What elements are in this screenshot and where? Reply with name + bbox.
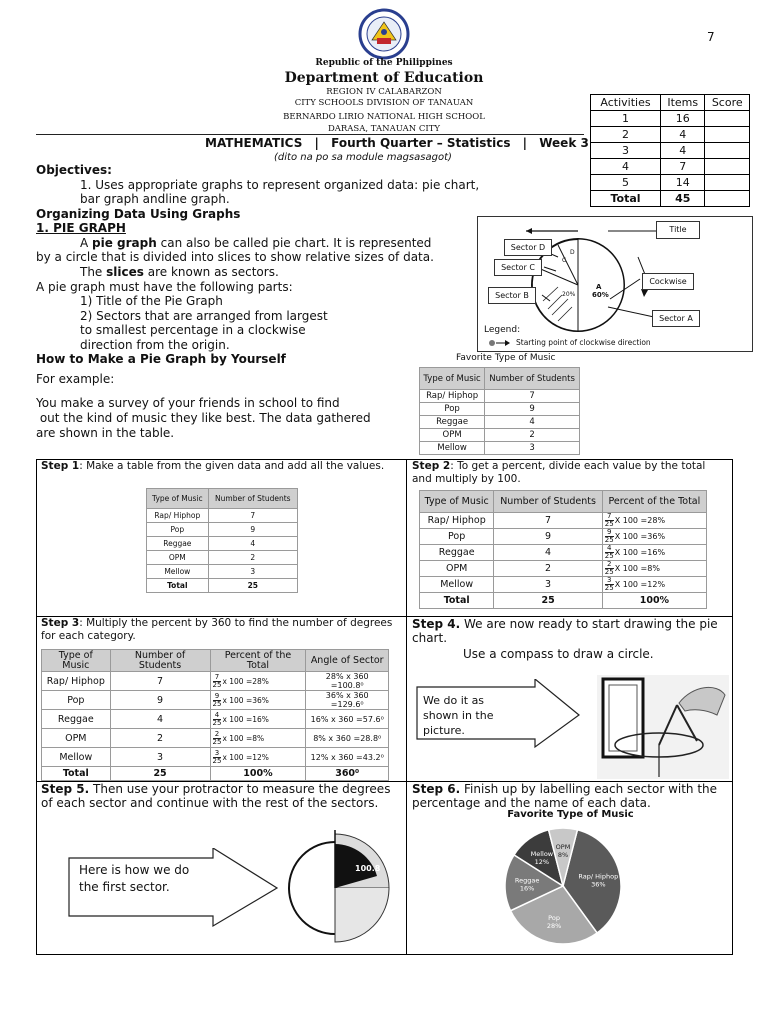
- pie-category-label: Rap/ Hiphop: [578, 872, 619, 881]
- table-cell: 2: [485, 429, 580, 442]
- table-cell: 3: [494, 577, 602, 593]
- numerator: 7: [605, 513, 614, 521]
- total-value: 25: [494, 593, 602, 609]
- percent-cell: [210, 729, 306, 748]
- table-cell: Rap/ Hiphop: [420, 390, 485, 403]
- table-cell: Rap/ Hiphop: [147, 509, 209, 523]
- intro-text: A: [80, 236, 93, 250]
- chart-title: Favorite Type of Music: [507, 809, 634, 820]
- sector-c-letter: C: [562, 257, 567, 264]
- step-6-text: [412, 782, 728, 810]
- division-line: CITY SCHOOLS DIVISION OF TANAUAN: [294, 98, 474, 108]
- protractor-picture: [285, 826, 403, 948]
- denominator: 25: [604, 520, 614, 528]
- column-header: Angle of Sector: [306, 650, 389, 672]
- table-cell: 9: [494, 529, 602, 545]
- score-input[interactable]: [705, 175, 750, 191]
- intro-line-1: [80, 236, 431, 251]
- denominator: 25: [212, 680, 222, 689]
- table-cell: Reggae: [147, 537, 209, 551]
- intro-bold: pie graph: [92, 236, 157, 250]
- column-header: Number of Students: [494, 491, 602, 513]
- table-cell: Rap/ Hiphop: [420, 513, 494, 529]
- pie-graph-heading: 1. PIE GRAPH: [36, 221, 126, 235]
- intro-line-8: direction from the origin.: [80, 338, 230, 352]
- denominator: 25: [212, 718, 222, 727]
- column-header: Type of Music: [420, 491, 494, 513]
- legend-label: Legend: [484, 325, 518, 335]
- score-header: Items: [661, 95, 705, 111]
- table-cell: Pop: [42, 691, 111, 710]
- percent-cell: [602, 545, 706, 561]
- total-label: Total: [147, 579, 209, 593]
- table-cell: Pop: [420, 529, 494, 545]
- pie-percent-label: 12%: [534, 857, 550, 866]
- pie-percent-label: 8%: [557, 851, 569, 860]
- republic-line: Republic of the Philippines: [315, 58, 453, 68]
- table-cell: 4: [110, 710, 210, 729]
- percent-calc: X 100 =16%: [614, 548, 666, 557]
- denominator: 25: [212, 737, 222, 746]
- table-cell: 4: [208, 537, 297, 551]
- table-cell: 7: [110, 672, 210, 691]
- score-cell: 16: [661, 111, 705, 127]
- pie-percent-label: 36%: [591, 880, 606, 889]
- intro-line-6: 2) Sectors that are arranged from largest: [80, 309, 328, 323]
- numerator: 3: [213, 750, 222, 758]
- table-cell: 9: [485, 403, 580, 416]
- step-6-box: [406, 781, 733, 955]
- table-cell: Mellow: [420, 577, 494, 593]
- step-1-text: [41, 460, 401, 473]
- intro-line-4: A pie graph must have the following parts:: [36, 280, 293, 294]
- score-input[interactable]: [705, 143, 750, 159]
- step-1-table: [146, 488, 298, 593]
- table-cell: Reggae: [420, 545, 494, 561]
- angle-cell: 36% x 360 =129.6⁰: [306, 691, 389, 710]
- step-instruction: : Multiply the percent by 360 to find the number of degrees for each category.: [41, 617, 393, 642]
- step-3-text: [41, 617, 401, 643]
- intro-line-2: by a circle that is divided into slices to show relative sizes of data.: [36, 250, 434, 264]
- pie-parts-diagram: [477, 216, 753, 352]
- column-header: Type of Music: [42, 650, 111, 672]
- intro-text: can also be called pie chart. It is represented: [156, 236, 432, 250]
- score-input[interactable]: [705, 191, 750, 207]
- region-line: REGION IV CALABARZON: [326, 87, 442, 97]
- percent-cell: [210, 691, 306, 710]
- step-5-box: [36, 781, 407, 955]
- score-cell: 1: [591, 111, 661, 127]
- step-label: Step 5.: [41, 782, 90, 796]
- score-header: Activities: [591, 95, 661, 111]
- numerator: 9: [605, 529, 614, 537]
- step-label: Step 2: [412, 460, 451, 472]
- step-label: Step 1: [41, 460, 80, 472]
- score-cell: 14: [661, 175, 705, 191]
- table-cell: OPM: [42, 729, 111, 748]
- pie-chart: [488, 824, 638, 948]
- page-number: 7: [707, 30, 715, 44]
- section-title: Organizing Data Using Graphs: [36, 207, 241, 221]
- fraction: [605, 577, 614, 592]
- score-cell: 4: [661, 143, 705, 159]
- percent-cell: [210, 748, 306, 767]
- fraction: [213, 731, 222, 746]
- table-cell: 7: [485, 390, 580, 403]
- table-cell: 2: [208, 551, 297, 565]
- column-header: Type of Music: [420, 368, 485, 390]
- step-instruction: Then use your protractor to measure the degrees of each sector and continue with the rest of the sectors.: [41, 782, 391, 810]
- score-header: Score: [705, 95, 750, 111]
- subject: MATHEMATICS: [205, 136, 303, 150]
- pie-category-label: OPM: [555, 843, 571, 852]
- angle-cell: 12% x 360 =43.2⁰: [306, 748, 389, 767]
- step-instruction: : To get a percent, divide each value by the total and multiply by 100.: [412, 460, 706, 485]
- example-text-3: are shown in the table.: [36, 426, 175, 440]
- table-cell: Mellow: [420, 442, 485, 455]
- percent-calc: X 100 =36%: [614, 532, 666, 541]
- numerator: 3: [605, 577, 614, 585]
- percent-cell: [602, 529, 706, 545]
- fraction: [213, 712, 222, 727]
- table-cell: 2: [494, 561, 602, 577]
- table-cell: 7: [208, 509, 297, 523]
- step-2-box: [406, 459, 733, 617]
- table-cell: 4: [485, 416, 580, 429]
- score-cell: Total: [591, 191, 661, 207]
- objective-1-cont: bar graph andline graph.: [80, 192, 230, 206]
- total-angle: 360⁰: [306, 767, 389, 781]
- column-header: Number of Students: [110, 650, 210, 672]
- total-value: 25: [208, 579, 297, 593]
- intro-text: The: [80, 265, 107, 279]
- score-cell: 7: [661, 159, 705, 175]
- pie-percent-label: 28%: [546, 921, 562, 930]
- percent-calc: X 100 =8%: [614, 564, 660, 573]
- fraction: [213, 674, 222, 689]
- percent-cell: [210, 672, 306, 691]
- legend-colon: :: [517, 325, 521, 335]
- fraction: [605, 529, 614, 544]
- step-instruction: We are now ready to start drawing the pie chart.: [412, 617, 718, 645]
- numerator: 4: [605, 545, 614, 553]
- module-note: (dito na po sa module magsasagot): [274, 152, 452, 163]
- separator: |: [522, 136, 528, 150]
- total-label: Total: [42, 767, 111, 781]
- table-cell: 9: [208, 523, 297, 537]
- pie-category-label: Pop: [548, 913, 560, 922]
- column-header: Percent of the Total: [602, 491, 706, 513]
- fav-music-table: [419, 367, 580, 455]
- step-1-box: [36, 459, 407, 617]
- table-cell: Mellow: [147, 565, 209, 579]
- total-percent: 100%: [210, 767, 306, 781]
- compass-picture: [597, 675, 729, 779]
- step-label: Step 4.: [412, 617, 461, 631]
- column-header: Number of Students: [208, 489, 297, 509]
- score-input[interactable]: [705, 159, 750, 175]
- table-cell: 7: [494, 513, 602, 529]
- sector-b-percent: 20%: [562, 291, 576, 298]
- percent-calc: x 100 =28%: [222, 676, 269, 686]
- fraction: [605, 513, 614, 528]
- step-label: Step 3: [41, 617, 80, 629]
- separator: |: [314, 136, 319, 150]
- percent-cell: [602, 561, 706, 577]
- fav-table-caption: Favorite Type of Music: [456, 353, 556, 363]
- sector-a-tag: Sector A: [652, 310, 700, 327]
- objectives-heading: Objectives:: [36, 163, 112, 177]
- column-header: Number of Students: [485, 368, 580, 390]
- sector-d-tag: Sector D: [504, 239, 552, 256]
- score-input[interactable]: [705, 111, 750, 127]
- score-cell: 4: [661, 127, 705, 143]
- table-cell: Pop: [420, 403, 485, 416]
- step-instruction: : Make a table from the given data and add all the values.: [79, 460, 385, 472]
- percent-calc: x 100 =8%: [222, 733, 265, 743]
- example-label: For example:: [36, 372, 115, 386]
- table-cell: 3: [485, 442, 580, 455]
- step-4-box: [406, 616, 733, 782]
- percent-calc: x 100 =12%: [222, 752, 269, 762]
- step-5-callout: Here is how we do the first sector.: [79, 863, 190, 894]
- step-3-box: [36, 616, 407, 782]
- percent-cell: [210, 710, 306, 729]
- table-cell: Mellow: [42, 748, 111, 767]
- table-cell: Reggae: [420, 416, 485, 429]
- legend-text: Starting point of clockwise direction: [516, 338, 651, 347]
- table-cell: Reggae: [42, 710, 111, 729]
- step-label: Step 6.: [412, 782, 461, 796]
- score-cell: 5: [591, 175, 661, 191]
- table-cell: OPM: [420, 561, 494, 577]
- sector-a-letter: A: [596, 283, 602, 291]
- department-title: Department of Education: [284, 70, 484, 86]
- title-tag: Title: [656, 221, 700, 239]
- table-cell: Pop: [147, 523, 209, 537]
- table-cell: 4: [494, 545, 602, 561]
- table-cell: 3: [110, 748, 210, 767]
- intro-line-3: [80, 265, 279, 280]
- percent-cell: [602, 513, 706, 529]
- score-cell: 2: [591, 127, 661, 143]
- week: Week 3: [539, 136, 589, 150]
- intro-line-7: to smallest percentage in a clockwise: [80, 323, 306, 337]
- denominator: 25: [604, 584, 614, 592]
- score-input[interactable]: [705, 127, 750, 143]
- denominator: 25: [212, 756, 222, 765]
- sector-d-letter: D: [570, 249, 575, 256]
- example-text-1: You make a survey of your friends in school to find: [36, 396, 340, 410]
- header-rule: [36, 134, 584, 135]
- percent-calc: X 100 =12%: [614, 580, 666, 589]
- sector-b-tag: Sector B: [488, 287, 536, 304]
- step-4-text: [412, 617, 728, 645]
- objective-1: 1. Uses appropriate graphs to represent organized data: pie chart,: [80, 178, 480, 192]
- table-cell: 3: [208, 565, 297, 579]
- angle-label: 100.8: [355, 864, 381, 873]
- legend-title: [484, 325, 520, 335]
- column-header: Type of Music: [147, 489, 209, 509]
- score-cell: 3: [591, 143, 661, 159]
- cockwise-tag: Cockwise: [642, 273, 694, 290]
- intro-text: are known as sectors.: [143, 265, 279, 279]
- total-value: 25: [110, 767, 210, 781]
- angle-cell: 16% x 360 =57.6⁰: [306, 710, 389, 729]
- step-2-text: [412, 460, 728, 486]
- step-4-line-2: Use a compass to draw a circle.: [463, 647, 654, 661]
- deped-seal: [358, 8, 410, 60]
- table-cell: OPM: [420, 429, 485, 442]
- fraction: [213, 750, 222, 765]
- total-label: Total: [420, 593, 494, 609]
- table-cell: 2: [110, 729, 210, 748]
- numerator: 9: [213, 693, 222, 701]
- angle-cell: 28% x 360 =100.8⁰: [306, 672, 389, 691]
- pie-percent-label: 16%: [519, 884, 535, 893]
- percent-calc: x 100 =16%: [222, 714, 269, 724]
- fraction: [605, 545, 614, 560]
- numerator: 4: [213, 712, 222, 720]
- score-table: [590, 94, 750, 207]
- pie-category-label: Reggae: [514, 876, 540, 885]
- numerator: 2: [605, 561, 614, 569]
- table-cell: 9: [110, 691, 210, 710]
- column-header: Percent of the Total: [210, 650, 306, 672]
- school-line: BERNARDO LIRIO NATIONAL HIGH SCHOOL: [283, 112, 485, 122]
- percent-calc: x 100 =36%: [222, 695, 269, 705]
- step-5-text: [41, 782, 401, 810]
- denominator: 25: [604, 536, 614, 544]
- angle-cell: 8% x 360 =28.8⁰: [306, 729, 389, 748]
- numerator: 7: [213, 674, 222, 682]
- how-to-heading: How to Make a Pie Graph by Yourself: [36, 352, 286, 366]
- sector-c-tag: Sector C: [494, 259, 542, 276]
- address-line: DARASA, TANAUAN CITY: [327, 124, 441, 134]
- intro-bold: slices: [106, 265, 144, 279]
- step-3-table: [41, 649, 389, 781]
- percent-cell: [602, 577, 706, 593]
- step-4-callout: We do it as shown in the picture.: [423, 694, 494, 737]
- percent-calc: X 100 =28%: [614, 516, 666, 525]
- step-2-table: [419, 490, 707, 609]
- example-text-2: out the kind of music they like best. The data gathered: [36, 411, 371, 425]
- quarter: Fourth Quarter – Statistics: [331, 136, 511, 150]
- total-percent: 100%: [602, 593, 706, 609]
- score-cell: 45: [661, 191, 705, 207]
- intro-line-5: 1) Title of the Pie Graph: [80, 294, 223, 308]
- table-cell: OPM: [147, 551, 209, 565]
- denominator: 25: [604, 552, 614, 560]
- numerator: 2: [213, 731, 222, 739]
- score-cell: 4: [591, 159, 661, 175]
- subject-line: [205, 136, 589, 150]
- fraction: [213, 693, 222, 708]
- step-instruction: Finish up by labelling each sector with the percentage and the name of each data.: [412, 782, 718, 810]
- denominator: 25: [604, 568, 614, 576]
- pie-category-label: Mellow: [530, 849, 554, 858]
- fraction: [605, 561, 614, 576]
- denominator: 25: [212, 699, 222, 708]
- table-cell: Rap/ Hiphop: [42, 672, 111, 691]
- sector-a-percent: 60%: [592, 291, 609, 299]
